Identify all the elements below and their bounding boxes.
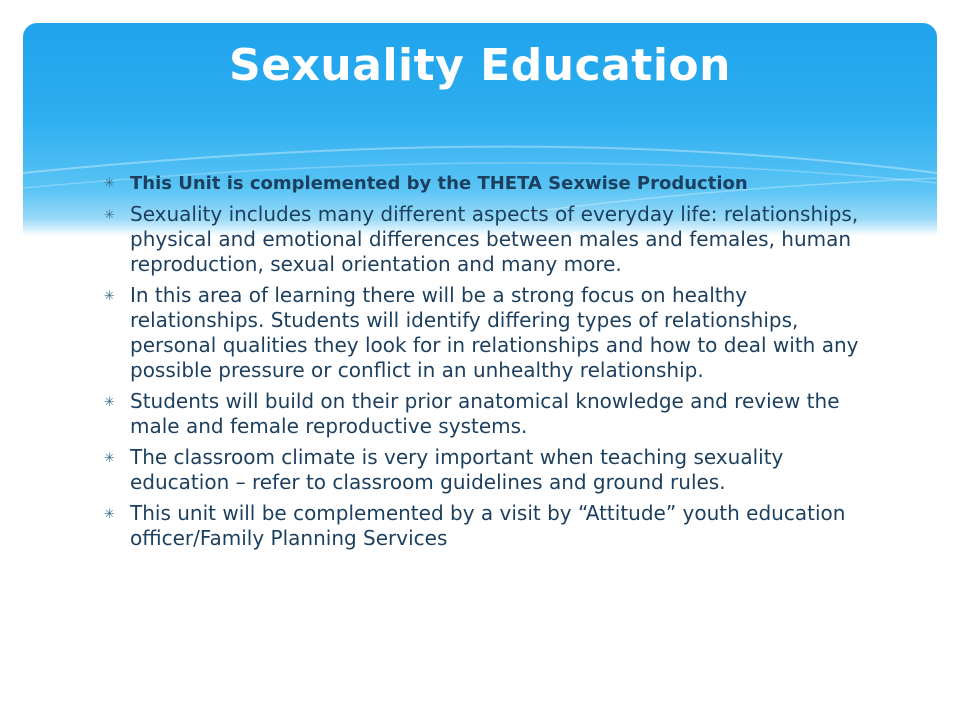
bullet-icon: ✳ bbox=[104, 451, 115, 466]
list-item bbox=[104, 170, 864, 196]
list-item bbox=[104, 202, 864, 277]
list-item bbox=[104, 283, 864, 383]
slide-title: Sexuality Education bbox=[229, 40, 731, 91]
list-item bbox=[104, 501, 864, 551]
bullet-list bbox=[104, 170, 864, 557]
list-item bbox=[104, 389, 864, 439]
bullet-text: The classroom climate is very important when teaching sexuality education – refer to classroom guidelines and ground rules. bbox=[130, 445, 784, 494]
bullet-text: Sexuality includes many different aspects of everyday life: relationships, physical and emotional differences between males and females, human reproduction, sexual orientation and many more. bbox=[130, 202, 859, 276]
bullet-text: Students will build on their prior anatomical knowledge and review the male and female reproductive systems. bbox=[130, 389, 840, 438]
bullet-icon: ✳ bbox=[104, 176, 115, 191]
bullet-icon: ✳ bbox=[104, 208, 115, 223]
bullet-icon: ✳ bbox=[104, 395, 115, 410]
bullet-icon: ✳ bbox=[104, 507, 115, 522]
bullet-text: This unit will be complemented by a visit by “Attitude” youth education officer/Family Planning Services bbox=[130, 501, 846, 550]
list-item bbox=[104, 445, 864, 495]
bullet-icon: ✳ bbox=[104, 289, 115, 304]
bullet-text: This Unit is complemented by the THETA Sexwise Production bbox=[130, 173, 748, 194]
bullet-text: In this area of learning there will be a strong focus on healthy relationships. Students will identify differing types of relationships, personal qualities they look for in relationships and how to deal with any possible pressure or conflict in an unhealthy relationship. bbox=[130, 283, 859, 382]
